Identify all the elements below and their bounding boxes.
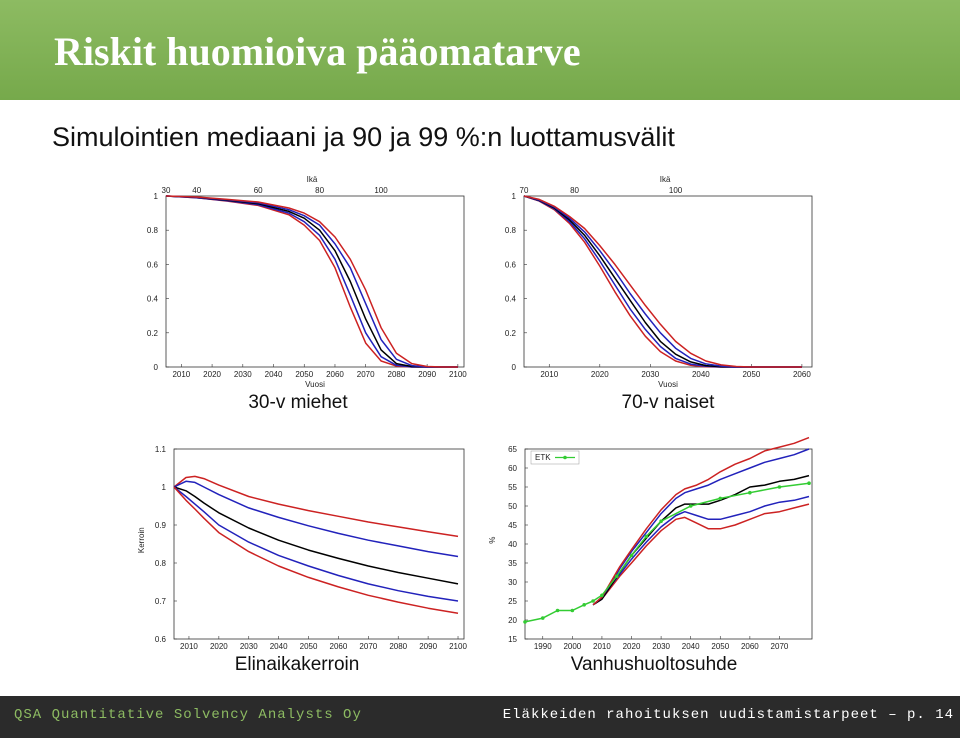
- x-tick-label: 2040: [269, 642, 288, 651]
- y-tick-label: 0.6: [504, 260, 516, 270]
- chart-caption: Elinaikakerroin: [234, 654, 360, 675]
- data-point: [600, 594, 604, 598]
- series-line-median: [174, 487, 458, 584]
- series-line-ci90: [524, 196, 802, 367]
- footer-bar: [0, 696, 960, 738]
- x-tick-label: 2080: [387, 370, 406, 379]
- series-line-ci90: [166, 196, 458, 367]
- x-tick-label: 2020: [622, 642, 641, 651]
- series-line-ci90: [166, 196, 458, 367]
- x-tick-label: 2070: [770, 642, 789, 651]
- x-axis-label: Vuosi: [305, 380, 325, 389]
- x-tick-label: 2030: [641, 370, 660, 379]
- y-tick-label: 55: [508, 483, 517, 492]
- y-tick-label: 1: [511, 192, 516, 201]
- data-point: [556, 609, 560, 613]
- y-tick-label: 15: [508, 635, 517, 644]
- top-tick-label: 80: [315, 186, 325, 195]
- data-point: [778, 485, 782, 489]
- x-tick-label: 2000: [563, 642, 582, 651]
- series-line-ci99: [524, 196, 802, 367]
- y-tick-label: 0.9: [154, 521, 166, 530]
- series-line-ci90: [174, 481, 458, 556]
- data-point: [807, 481, 811, 485]
- data-point: [571, 609, 575, 613]
- y-tick-label: 1: [161, 483, 166, 492]
- x-tick-label: 2010: [180, 642, 198, 651]
- x-tick-label: 2090: [418, 370, 437, 379]
- x-tick-label: 2050: [711, 642, 730, 651]
- y-tick-label: 0.7: [154, 597, 166, 606]
- data-point: [718, 497, 722, 501]
- top-tick-label: 30: [161, 186, 171, 195]
- series-line-median: [524, 196, 802, 367]
- y-tick-label: 0.8: [504, 226, 516, 236]
- chart-caption: 70-v naiset: [621, 392, 715, 413]
- y-tick-label: 0.8: [146, 226, 158, 236]
- series-line-ci99: [593, 438, 809, 605]
- x-tick-label: 2030: [239, 642, 258, 651]
- y-tick-label: 35: [508, 559, 517, 568]
- data-point: [541, 616, 545, 620]
- y-tick-label: 0.2: [146, 328, 158, 338]
- x-tick-label: 2050: [742, 370, 761, 379]
- chart-4: [488, 438, 812, 675]
- top-tick-label: 100: [374, 186, 388, 195]
- y-tick-label: 0.8: [154, 559, 166, 568]
- series-line-ci90: [174, 487, 458, 601]
- y-tick-label: 45: [508, 521, 517, 530]
- chart-1: [147, 175, 467, 413]
- plot-frame: [174, 449, 464, 639]
- series-line-ci99: [166, 196, 458, 367]
- data-point: [630, 554, 634, 558]
- x-tick-label: 2060: [740, 642, 759, 651]
- x-tick-label: 2010: [540, 370, 559, 379]
- x-tick-label: 2040: [264, 370, 283, 379]
- data-point: [582, 603, 586, 607]
- top-tick-label: 60: [253, 186, 263, 195]
- data-point: [659, 519, 663, 523]
- top-axis-label: Ikä: [306, 175, 318, 184]
- x-tick-label: 2050: [299, 642, 318, 651]
- data-point: [689, 504, 693, 508]
- series-line-ci99: [593, 504, 809, 605]
- y-tick-label: 40: [508, 540, 517, 549]
- x-tick-label: 2020: [209, 642, 228, 651]
- y-tick-label: 0.6: [146, 260, 158, 270]
- chart-2: [505, 175, 812, 413]
- top-tick-label: 40: [192, 186, 202, 195]
- x-tick-label: 2070: [356, 370, 375, 379]
- y-tick-label: 1: [153, 192, 158, 201]
- data-point: [523, 620, 527, 624]
- y-tick-label: 25: [508, 597, 517, 606]
- y-tick-label: 0.4: [504, 294, 516, 304]
- data-point: [615, 575, 619, 579]
- x-tick-label: 2020: [590, 370, 609, 379]
- y-tick-label: 1.1: [154, 445, 166, 454]
- x-tick-label: 2080: [389, 642, 408, 651]
- x-tick-label: 2040: [681, 642, 700, 651]
- data-point: [591, 599, 595, 603]
- y-tick-label: 0: [511, 363, 516, 372]
- top-tick-label: 80: [570, 186, 579, 195]
- x-tick-label: 2060: [329, 642, 348, 651]
- x-tick-label: 2060: [792, 370, 811, 379]
- y-tick-label: 20: [508, 616, 517, 625]
- series-line-median: [166, 196, 458, 367]
- x-tick-label: 2070: [359, 642, 378, 651]
- y-tick-label: 50: [508, 502, 517, 511]
- x-tick-label: 2010: [593, 642, 611, 651]
- x-tick-label: 2100: [449, 642, 467, 651]
- legend-label: ETK: [535, 453, 551, 462]
- chart-caption: Vanhushuoltosuhde: [570, 654, 738, 675]
- x-tick-label: 2030: [233, 370, 252, 379]
- slide-title: Riskit huomioiva pääomatarve: [54, 29, 581, 74]
- chart-caption: 30-v miehet: [248, 392, 348, 413]
- series-line-ci99: [166, 196, 458, 367]
- x-tick-label: 2060: [326, 370, 344, 379]
- x-tick-label: 2010: [172, 370, 191, 379]
- y-tick-label: 0.2: [504, 328, 516, 338]
- x-tick-label: 2100: [448, 370, 467, 379]
- footer-page-info: Eläkkeiden rahoituksen uudistamistarpeet – p. 14: [502, 707, 954, 723]
- top-tick-label: 70: [519, 186, 529, 195]
- series-line-ci99: [524, 196, 802, 367]
- y-tick-label: 0: [153, 363, 158, 372]
- x-tick-label: 2090: [419, 642, 438, 651]
- top-axis-label: Ikä: [659, 175, 671, 184]
- slide-subtitle: Simulointien mediaani ja 90 ja 99 %:n luottamusvälit: [52, 122, 675, 152]
- y-tick-label: 0.4: [146, 294, 158, 304]
- x-tick-label: 2030: [652, 642, 671, 651]
- series-line-ci90: [593, 449, 809, 605]
- footer-company: QSA Quantitative Solvency Analysts Oy: [14, 707, 362, 723]
- y-axis-label: Kerroin: [137, 527, 146, 554]
- y-tick-label: 65: [508, 445, 517, 454]
- x-tick-label: 2020: [203, 370, 221, 379]
- series-line-ci90: [524, 196, 802, 367]
- y-axis-label: %: [488, 536, 497, 544]
- legend-marker: [563, 456, 567, 460]
- top-tick-label: 100: [668, 186, 683, 195]
- data-point: [748, 491, 752, 495]
- data-point: [645, 535, 649, 539]
- x-tick-label: 2040: [691, 370, 710, 379]
- y-tick-label: 30: [508, 578, 517, 587]
- x-tick-label: 1990: [533, 642, 552, 651]
- y-tick-label: 60: [508, 464, 517, 473]
- x-tick-label: 2050: [295, 370, 314, 379]
- x-axis-label: Vuosi: [658, 380, 678, 389]
- y-tick-label: 0.6: [154, 635, 166, 644]
- chart-3: [137, 445, 467, 675]
- series-line-median: [593, 476, 809, 605]
